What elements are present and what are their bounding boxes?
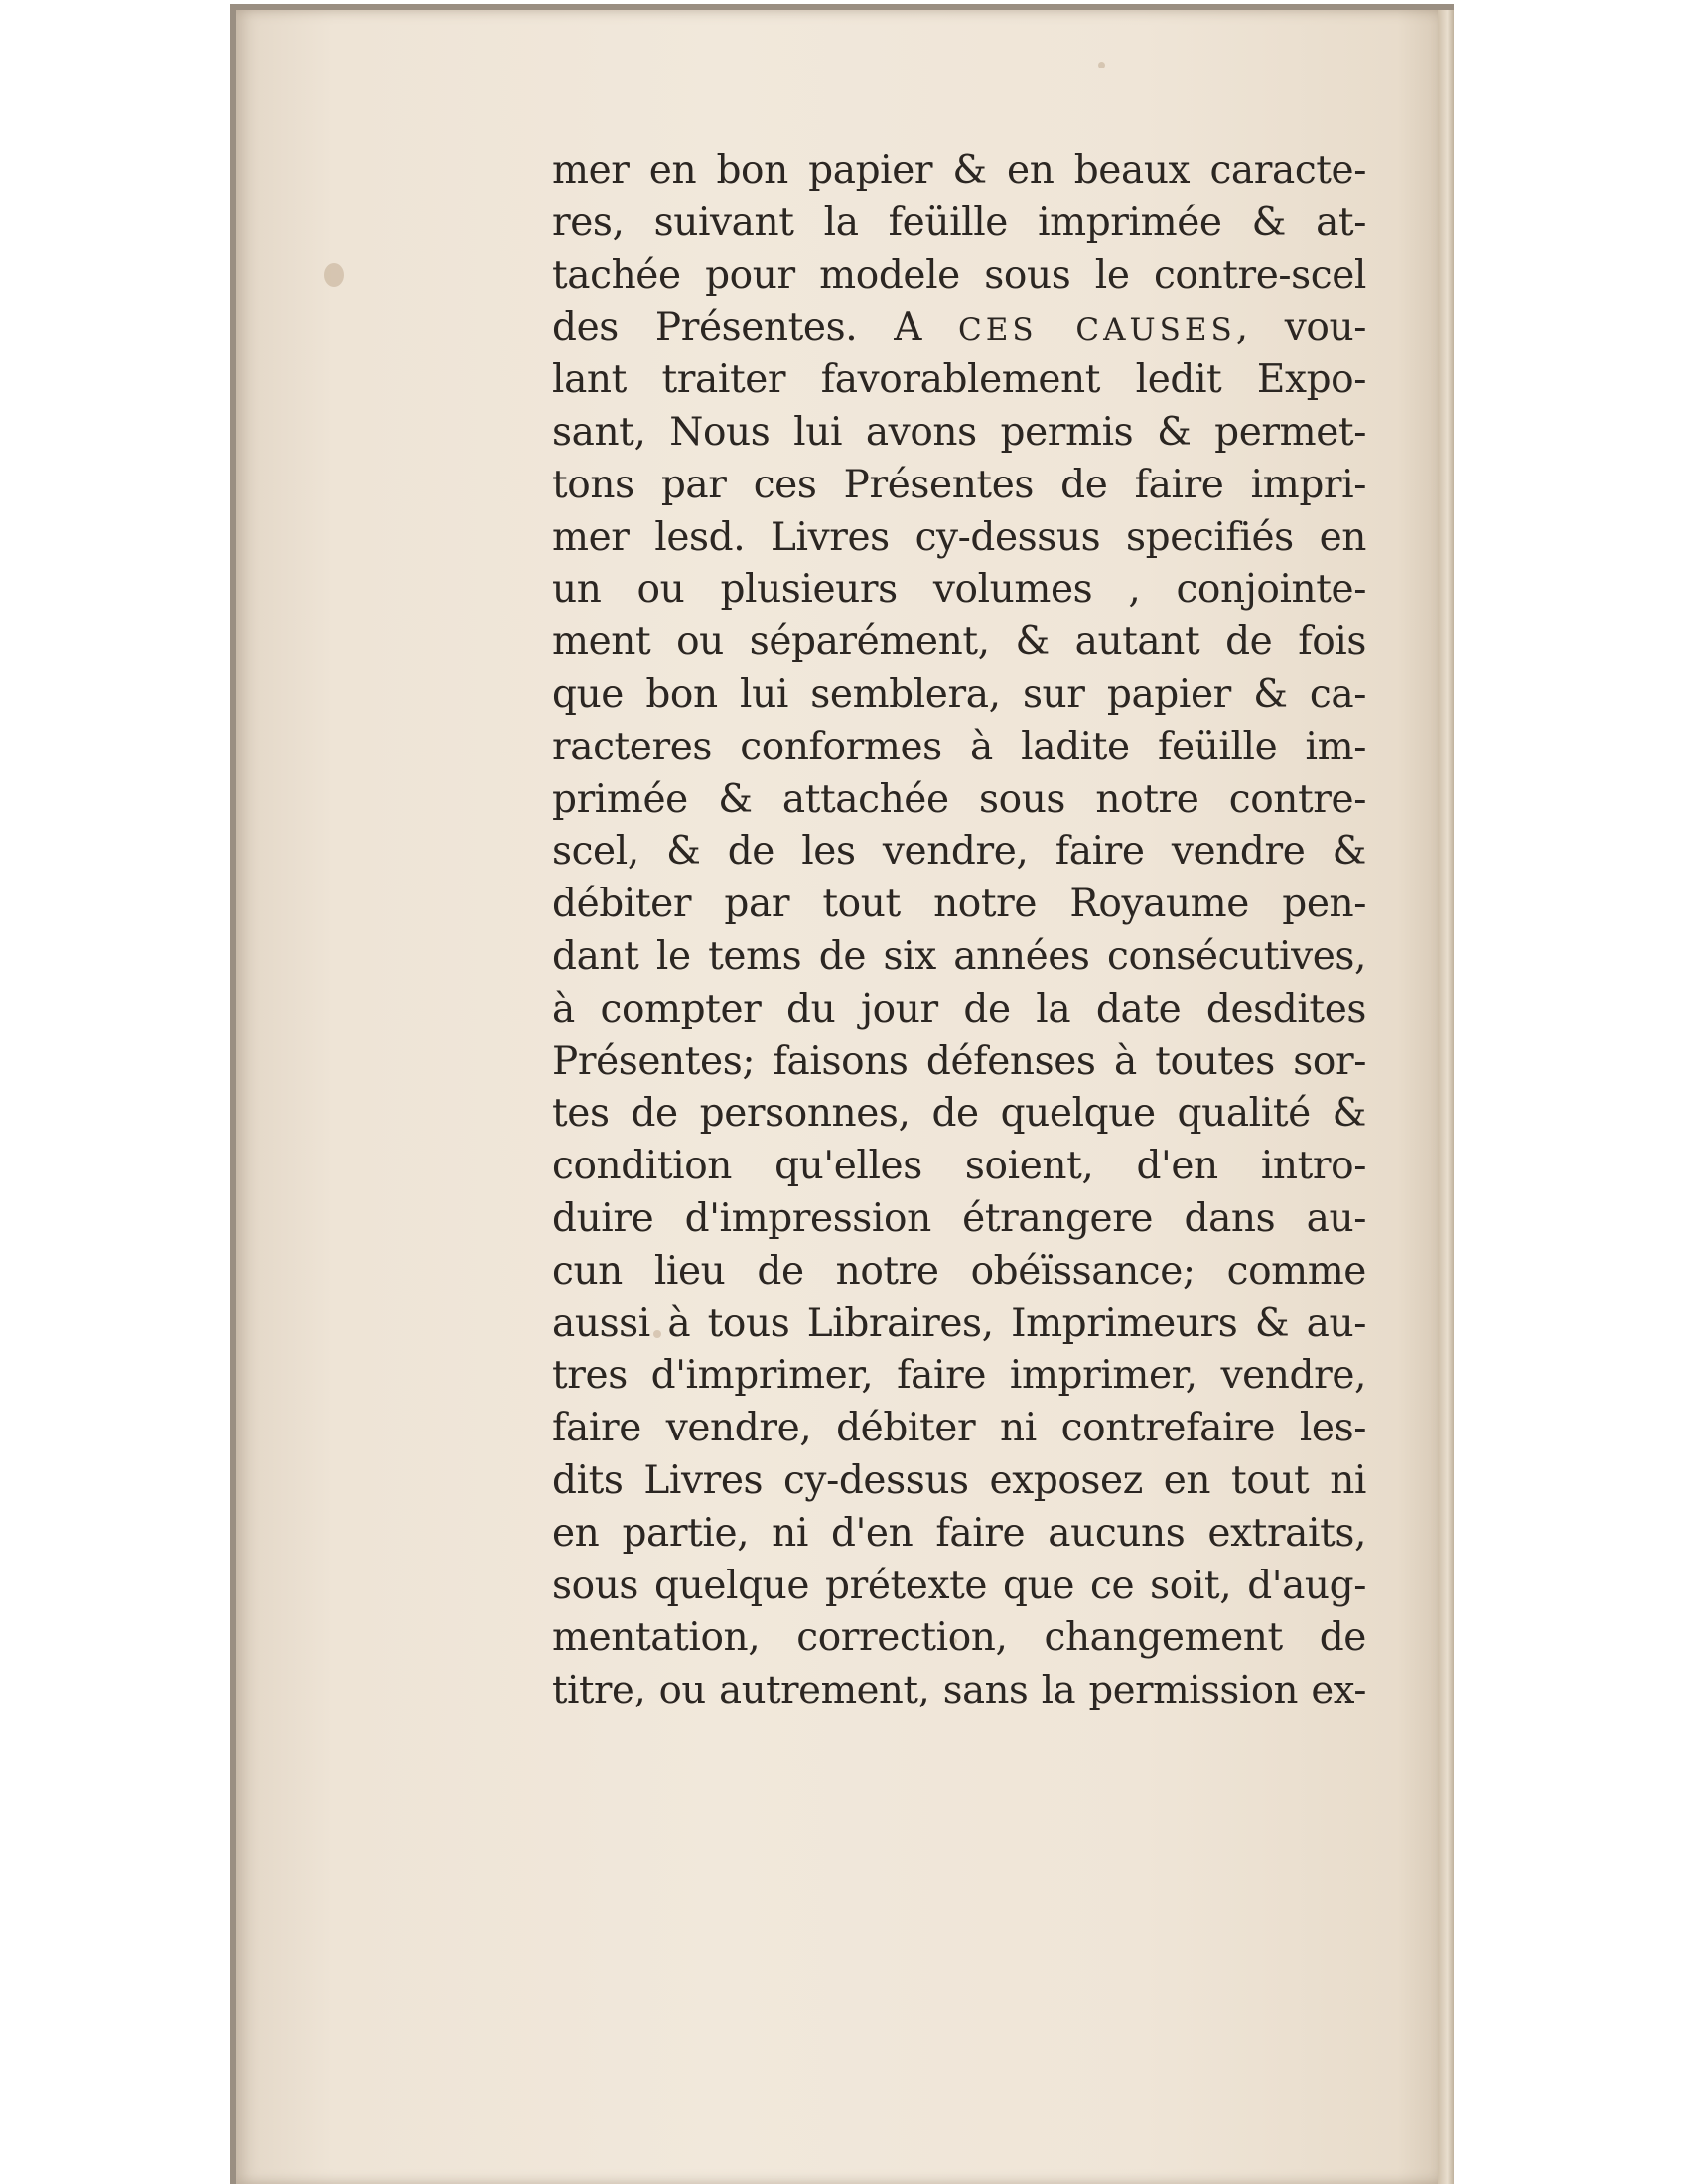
text-run: , vou- <box>1235 305 1366 350</box>
foxing-spot <box>1098 62 1105 68</box>
text-line: mer en bon papier & en beaux caracte- <box>552 148 1366 193</box>
text-line: tons par ces Présentes de faire impri- <box>552 462 1366 507</box>
text-line: aussi à tous Libraires, Imprimeurs & au- <box>552 1300 1366 1346</box>
text-line: mer lesd. Livres cy-dessus specifiés en <box>552 514 1366 560</box>
text-line: res, suivant la feüille imprimée & at- <box>552 200 1366 245</box>
page-text <box>552 145 1366 1717</box>
text-line: faire vendre, débiter ni contrefaire les- <box>552 1406 1366 1451</box>
text-line: Présentes; faisons défenses à toutes sor- <box>552 1038 1366 1084</box>
small-caps-run: CES CAUSES <box>957 312 1236 348</box>
text-line: en partie, ni d'en faire aucuns extraits, <box>552 1510 1366 1556</box>
foxing-spot <box>324 263 344 287</box>
text-line: ment ou séparément, & autant de fois <box>552 619 1366 665</box>
text-line: duire d'impression étrangere dans au- <box>552 1195 1366 1241</box>
text-line: sous quelque prétexte que ce soit, d'aug- <box>552 1563 1366 1608</box>
text-line: scel, & de les vendre, faire vendre & <box>552 829 1366 875</box>
text-line: dits Livres cy-dessus exposez en tout ni <box>552 1457 1366 1503</box>
text-line: mentation, correction, changement de <box>552 1615 1366 1661</box>
text-line: que bon lui semblera, sur papier & ca- <box>552 671 1366 717</box>
text-line: un ou plusieurs volumes , conjointe- <box>552 567 1366 613</box>
text-run: des Présentes. A <box>552 305 958 350</box>
text-line: titre, ou autrement, sans la permission ex- <box>552 1668 1366 1713</box>
text-line: débiter par tout notre Royaume pen- <box>552 882 1366 927</box>
text-line: tes de personnes, de quelque qualité & <box>552 1091 1366 1137</box>
text-line: tachée pour modele sous le contre-scel <box>552 252 1366 298</box>
text-line: lant traiter favorablement ledit Expo- <box>552 357 1366 403</box>
text-line <box>552 302 1366 354</box>
text-line: dant le tems de six années consécutives, <box>552 933 1366 979</box>
text-line: cun lieu de notre obéïssance; comme <box>552 1248 1366 1294</box>
page-edge <box>1438 10 1454 2184</box>
text-line: primée & attachée sous notre contre- <box>552 776 1366 822</box>
text-line: condition qu'elles soient, d'en intro- <box>552 1144 1366 1189</box>
text-line: tres d'imprimer, faire imprimer, vendre, <box>552 1353 1366 1399</box>
text-line: sant, Nous lui avons permis & permet- <box>552 409 1366 455</box>
text-line: racteres conformes à ladite feüille im- <box>552 724 1366 769</box>
text-line: à compter du jour de la date desdites <box>552 986 1366 1031</box>
